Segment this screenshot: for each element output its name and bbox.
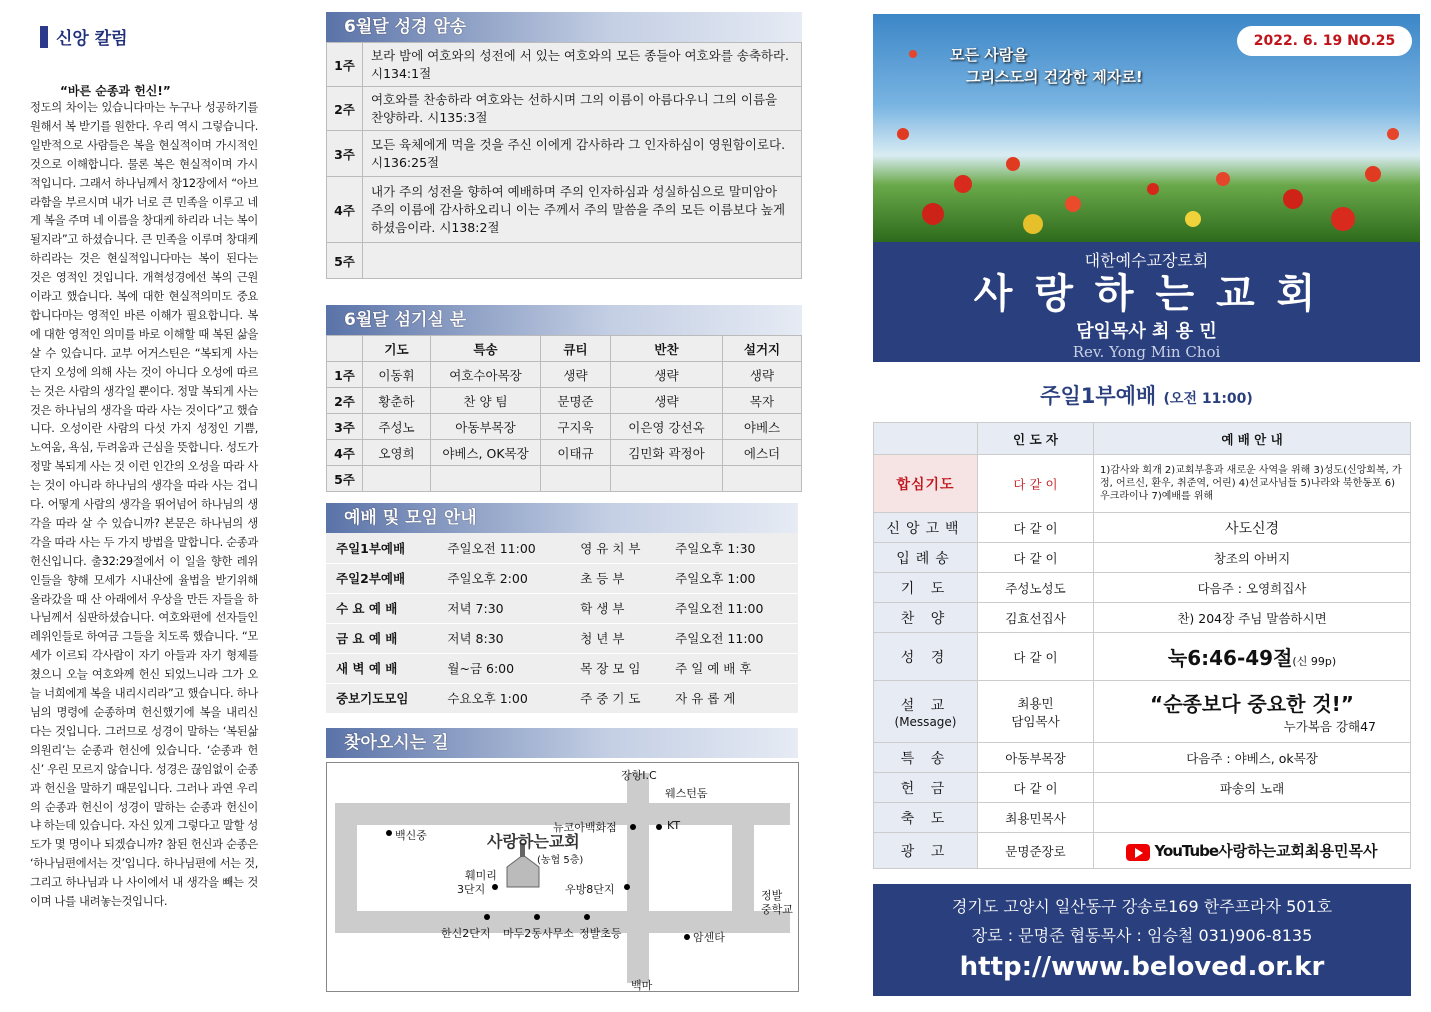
map-label: 뉴코아백화점 [553,821,617,834]
service-label: 축 도 [874,803,978,833]
youtube-channel: 사랑하는교회최용민목사 [1218,842,1378,860]
duty-header: 6월달 섬기실 분 [326,305,802,335]
church-contact: 장로 : 문명준 협동목사 : 임승철 031)906-8135 [971,926,1313,945]
duty-cell: 목자 [723,388,802,414]
service-label: 입례송 [874,543,978,573]
service-leader: 아동부목장 [978,743,1094,773]
duty-cell: 구지욱 [541,414,611,440]
meetings-section [326,503,798,714]
duty-cell: 1주 [327,362,363,388]
service-leader: 김효선집사 [978,603,1094,633]
memory-week: 5주 [327,243,363,279]
footer [873,884,1411,996]
duty-cell: 5주 [327,466,363,492]
service-leader: 다 같 이 [978,455,1094,513]
duty-col-header: 반찬 [611,336,723,362]
duty-col-header: 기도 [363,336,431,362]
youtube-brand: YouTube [1154,842,1219,860]
church-name: 사 랑 하 는 교 회 [973,271,1320,317]
duty-col-header [327,336,363,362]
duty-cell: 4주 [327,440,363,466]
duty-cell: 황춘하 [363,388,431,414]
meeting-cell: 청 년 부 [570,623,665,653]
service-leader: 다 같 이 [978,543,1094,573]
memory-verse: 여호와를 찬송하라 여호와는 선하시며 그의 이름이 아름다우니 그의 이름을 찬양하라. 시135:3절 [363,87,802,131]
meeting-cell: 주일오전 11:00 [437,533,570,563]
service-label: 합심기도 [874,455,978,513]
meeting-cell: 월~금 6:00 [437,653,570,683]
map-section [326,728,798,758]
meeting-cell: 주 일 예 배 후 [665,653,798,683]
preacher-name: 최용민 [1017,695,1054,711]
duty-cell: 찬 양 팀 [431,388,541,414]
blank-header [874,423,978,455]
duty-cell: 생략 [611,388,723,414]
duty-cell: 에스더 [723,440,802,466]
map-label: 백마 [631,979,653,992]
slogan [950,44,1143,88]
service-leader: 주성노성도 [978,573,1094,603]
duty-cell: 이은영 강선옥 [611,414,723,440]
memory-week: 4주 [327,177,363,243]
duty-cell: 주성노 [363,414,431,440]
meeting-cell: 금 요 예 배 [326,623,437,653]
youtube-play-icon [1126,844,1150,861]
meeting-cell: 목 장 모 임 [570,653,665,683]
service-label: 특 송 [874,743,978,773]
meeting-cell: 저녁 7:30 [437,593,570,623]
senior-pastor: 담임목사 최 용 민 [1076,321,1217,342]
church-banner [873,242,1420,362]
service-label: 성 경 [874,633,978,681]
service-guide: 찬) 204장 주님 말씀하시면 [1094,603,1411,633]
duty-cell: 김민화 곽정아 [611,440,723,466]
service-leader: 문명준장로 [978,833,1094,869]
pastor-english-name: Rev. Yong Min Choi [1072,343,1221,361]
service-leader: 다 같 이 [978,773,1094,803]
meeting-cell: 주일오전 11:00 [665,593,798,623]
meetings-header: 예배 및 모임 안내 [326,503,798,533]
sermon-label: 설 교 [900,697,951,714]
map-church-name: 사랑하는교회 [487,832,580,851]
directions-map [326,762,799,992]
meeting-cell: 학 생 부 [570,593,665,623]
duty-cell: 야베스, OK목장 [431,440,541,466]
meeting-cell: 영 유 치 부 [570,533,665,563]
duty-cell [431,466,541,492]
title-bar [40,26,48,48]
duty-cell [611,466,723,492]
service-guide: 1)감사와 회개 2)교회부흥과 새로운 사역을 위해 3)성도(신앙회복, 가정, 어르신, 환우, 취준역, 어린) 4)선교사님들 5)나라와 북한동포 6)우크라이나 7)예배를 위해 [1094,455,1411,513]
duty-col-header: 설거지 [723,336,802,362]
map-label: 한신2단지 [441,927,491,940]
memory-week: 3주 [327,131,363,177]
duty-cell: 오영희 [363,440,431,466]
service-label: 헌 금 [874,773,978,803]
duty-cell: 여호수아목장 [431,362,541,388]
service-name: 주일1부예배 [1040,384,1157,408]
order-of-service [873,422,1411,869]
denomination: 대한예수교장로회 [1084,251,1209,270]
map-label: 정발 [761,889,783,902]
column-title [40,24,128,49]
service-guide: 사도신경 [1094,513,1411,543]
duty-col-header: 특송 [431,336,541,362]
service-label: 기 도 [874,573,978,603]
scripture-reference: 눅6:46-49절 [1167,646,1293,670]
duty-cell: 아동부목장 [431,414,541,440]
map-label: 중학교 [761,903,793,916]
service-guide: 다음주 : 야베스, ok목장 [1094,743,1411,773]
duty-cell: 야베스 [723,414,802,440]
meeting-cell: 자 유 롭 게 [665,683,798,713]
memory-verse: 모든 육체에게 먹을 것을 주신 이에게 감사하라 그 인자하심이 영원함이로다. 시136:25절 [363,131,802,177]
service-leader: 다 같 이 [978,513,1094,543]
scripture-page: (신 99p) [1292,655,1337,668]
leader-col-header: 인 도 자 [978,423,1094,455]
memory-week: 1주 [327,43,363,87]
service-guide: 파송의 노래 [1094,773,1411,803]
memory-verse: 내가 주의 성전을 향하여 예배하며 주의 인자하심과 성실하심으로 말미암아 주의 이름에 감사하오리니 이는 주께서 주의 말씀을 주의 모든 이름보다 높게 하셨음이라. 시138:2절 [363,177,802,243]
map-label: 3단지 [457,883,486,896]
duty-cell: 이동휘 [363,362,431,388]
memory-verse [363,243,802,279]
map-label: 정발초등 [579,927,622,940]
meeting-cell: 새 벽 예 배 [326,653,437,683]
service-guide [1094,803,1411,833]
service-leader: 다 같 이 [978,633,1094,681]
map-label: 백신중 [395,829,427,842]
memory-verse: 보라 밤에 여호와의 성전에 서 있는 여호와의 모든 종들아 여호와를 송축하라. 시134:1절 [363,43,802,87]
issue-date-badge: 2022. 6. 19 NO.25 [1237,26,1412,56]
service-guide [1094,681,1411,743]
map-label: 우방8단지 [565,883,615,896]
map-label: 웨스턴돔 [665,787,708,800]
column-body: 정도의 차이는 있습니다마는 누구나 성공하기를 원해서 복 받기를 원한다. 우리 역시 그렇습니다. 일반적으로 사람들은 복을 현실적이며 가시적인 것으로 이해합니다. 물론 복은 현실적이며 가시적입니다. 그래서 하나님께서 창12장에서 “아브라함을 부르시며 내가 너로 큰 민족을 이루고 네게 복을 주며 네 이름을 창대케 하리라 너는 복이 될지라”고 하셨습니다. 큰 민족을 이루며 창대케 하리라는 것은 현실적입니다마는 복이 된다는 것은 영적인 것입니다. 개혁성경에선 복의 근원이라고 했습니다. 복에 대한 현실적의미도 중요합니다마는 영적인 바른 이해가 필요합니다. 복에 대한 영적인 의미를 바로 이해할 때 복된 삶을 살 수 있습니다. 교부 어거스틴은 “복되게 사는 단지 오성에 의해 사는 것이 아니다 오성에 따르는 것은 사람의 생각일 뿐이다. 정말 복되게 사는 것은 하나님의 생각을 따라 사는 것이다”고 했습니다. 오성이란 사람의 다섯 가지 성정인 기쁨, 노여움, 욕심, 두려움과 근심을 뜻합니다. 성도가 정말 복되게 사는 것 이런 인간의 오성을 따라 사는 것이 아니라 하나님의 생각을 따라 사는 겁니다. 어떻게 사람의 생각을 뛰어넘어 하나님의 생각을 따라 살 수 있습니까? 본문은 하나님의 생각을 따라 사는 두 가지 방법을 말합니다. 순종과 헌신입니다. 출32:29절에서 이 일을 향한 레위인들을 향해 모세가 시내산에 율법을 받기위해 올라갔을 때 산 아래에서 우상을 만든 자들을 하나님께서 심판하셨습니다. 여호와편에 선자들인 레위인들로 하여금 그들을 치도록 했습니다. “모세가 이르되 각사람이 자기 아들과 자기 형제를 쳤으니 오늘 여호와께 헌신 되었느니라 그가 오늘 너희에게 복을 내리시리라”고 했습니다. 하나님의 명령에 순종하며 헌신했기에 복을 내리신다는 것입니다. 그러므로 성경이 말하는 ‘복된삶의원리’는 순종과 헌신에 있습니다. ‘순종과 헌신’ 우린 모르지 않습니다. 성경은 끊임없이 순종과 헌신을 말하기 때문입니다. 그러나 과연 우리의 순종과 헌신이 성경이 말하는 순종과 헌신이냐 하는데 있습니다. 자신 있게 그렇다고 말할 성도가 몇 명이나 되겠습니까? 참된 헌신과 순종은 ‘하나님편에서는 것’입니다. 하나님편에 서는 것, 그리고 하나님과 나 사이에서 내 생각을 빼는 것이며 나를 내려놓는것입니다. [30,101,258,909]
meeting-cell: 저녁 8:30 [437,623,570,653]
duty-cell: 생략 [611,362,723,388]
map-header: 찾아오시는 길 [326,728,798,758]
map-label: 암센타 [693,931,725,944]
map-label: (농협 5층) [537,855,584,866]
service-label [874,681,978,743]
map-label: 장항I.C [621,769,657,782]
duty-section [326,305,802,492]
duty-col-header: 큐티 [541,336,611,362]
meeting-cell: 수요오후 1:00 [437,683,570,713]
duty-cell: 2주 [327,388,363,414]
service-label: 찬 양 [874,603,978,633]
duty-cell [723,466,802,492]
map-label: 훼미리 [465,869,497,882]
column-subtitle: “바른 순종과 헌신!” [60,84,171,98]
slogan-line-1: 모든 사람을 [950,46,1028,64]
service-label: 광 고 [874,833,978,869]
service-guide: 다음주 : 오영희집사 [1094,573,1411,603]
meeting-cell: 주일오전 11:00 [665,623,798,653]
map-roads [327,763,798,991]
service-guide [1094,633,1411,681]
sermon-title: “순종보다 중요한 것!” [1150,692,1354,716]
duty-cell: 문명준 [541,388,611,414]
service-label: 신앙고백 [874,513,978,543]
service-time: (오전 11:00) [1163,391,1253,407]
preacher-title: 담임목사 [1011,713,1060,729]
meeting-cell: 주일오후 2:00 [437,563,570,593]
meeting-cell: 주일1부예배 [326,533,437,563]
duty-cell: 생략 [723,362,802,388]
service-leader: 최용민목사 [978,803,1094,833]
duty-cell: 생략 [541,362,611,388]
duty-cell [541,466,611,492]
service-guide: 창조의 아버지 [1094,543,1411,573]
memory-header: 6월달 성경 암송 [326,12,802,42]
meeting-cell: 초 등 부 [570,563,665,593]
service-leader [978,681,1094,743]
map-label: KT [667,819,681,832]
column-title-text: 신앙 칼럼 [56,29,128,49]
sermon-series: 누가복음 강해47 [1283,719,1376,734]
meeting-cell: 중보기도모임 [326,683,437,713]
youtube-link[interactable] [1094,833,1411,869]
church-website-link[interactable]: http://www.beloved.or.kr [959,952,1325,982]
meeting-cell: 수 요 예 배 [326,593,437,623]
duty-cell: 3주 [327,414,363,440]
meeting-cell: 주일오후 1:30 [665,533,798,563]
meeting-cell: 주 중 기 도 [570,683,665,713]
memory-section [326,12,802,279]
slogan-line-2: 그리스도의 건강한 제자로! [966,68,1143,86]
memory-week: 2주 [327,87,363,131]
duty-cell: 이태규 [541,440,611,466]
church-address: 경기도 고양시 일산동구 강송로169 한주프라자 501호 [951,897,1333,916]
meeting-cell: 주일오후 1:00 [665,563,798,593]
service-title [873,380,1420,410]
guide-col-header: 예 배 안 내 [1094,423,1411,455]
sermon-label-en: (Message) [894,714,957,729]
map-label: 마두2동사무소 [503,927,574,940]
duty-cell [363,466,431,492]
meeting-cell: 주일2부예배 [326,563,437,593]
